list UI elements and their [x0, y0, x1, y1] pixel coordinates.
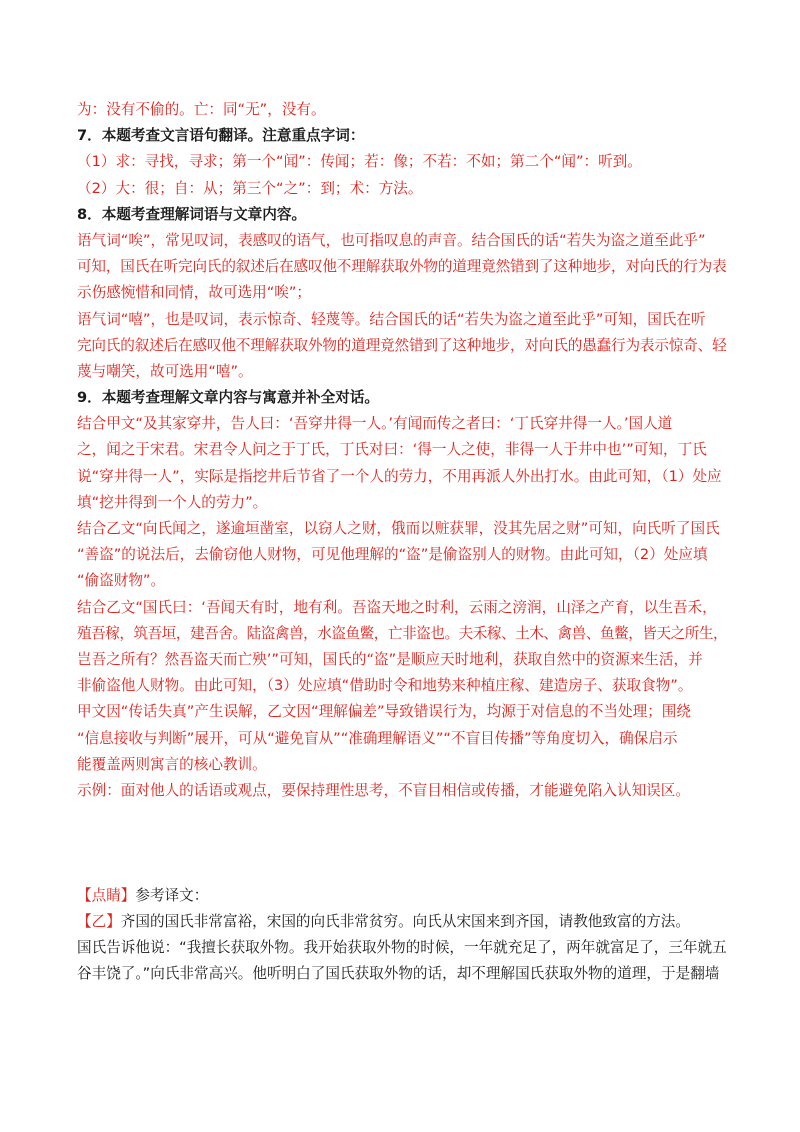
- text-line: 结合乙文“向氏闻之，遂逾垣凿室，以窃人之财，俄而以赃获罪，没其先居之财”可知，向氏听了国氏: [77, 520, 720, 537]
- translation-text: 齐国的国氏非常富裕，宋国的向氏非常贫穷。向氏从宋国来到齐国，请教他致富的方法。: [120, 912, 690, 930]
- text-line: “偷盗财物”。: [77, 572, 166, 590]
- text-line: 非偷盗他人财物。由此可知，（3）处应填“借助时令和地势来种植庄稼、建造房子、获取食物”。: [77, 677, 693, 695]
- text-line: “信息接收与判断”展开，可从“避免盲从”“准确理解语义”“不盲目传播”等角度切入，确保启示: [77, 729, 678, 747]
- text-line: 结合乙文“国氏曰：‘吾闻天有时，地有利。吾盗天地之时利，云雨之滂润，山泽之产育，以生吾禾，: [77, 598, 717, 616]
- tip-text: 参考译文：: [135, 886, 209, 904]
- text-line: 之，闻之于宋君。宋君令人问之于丁氏，丁氏对曰：‘得一人之使，非得一人于井中也’”可知，丁氏: [77, 441, 707, 459]
- text-line: 结合甲文“及其家穿井，告人曰：‘吾穿井得一人。’有闻而传之者曰：‘丁氏穿井得一人。’国人道: [77, 415, 673, 433]
- text-line: “善盗”的说法后，去偷窃他人财物，可见他理解的“盗”是偷盗别人的财物。由此可知，（2）处应填: [77, 546, 708, 564]
- text-line: 填“挖井得到一个人的劳力”。: [77, 493, 268, 511]
- text-line: 殖吾稼，筑吾垣，建吾舍。陆盗禽兽，水盗鱼鳖，亡非盗也。夫禾稼、土木、禽兽、鱼鳖，皆天之所生，: [77, 624, 728, 642]
- question-heading: 8．本题考查理解词语与文章内容。: [77, 205, 307, 223]
- translation-line: [77, 909, 727, 935]
- text-line: [77, 856, 727, 882]
- text-line: 完向氏的叙述后在感叹他不理解获取外物的道理竟然错到了这种地步，对向氏的愚蠢行为表示惊奇、轻: [77, 336, 727, 354]
- text-line: （1）求：寻找，寻求；第一个“闻”：传闻；若：像；不若：不如；第二个“闻”：听到。: [77, 153, 642, 171]
- text-line: 为：没有不偷的。亡：同“无”，没有。: [77, 101, 326, 118]
- translation-line: 谷丰饶了。”向氏非常高兴。他听明白了国氏获取外物的话，却不理解国氏获取外物的道理，于是翻墙: [77, 965, 720, 983]
- text-line: 语气词“唉”，常见叹词，表感叹的语气，也可指叹息的声音。结合国氏的话“若失为盗之道至此乎”: [77, 231, 706, 249]
- text-line: 蔑与嘲笑，故可选用“嘻”。: [77, 362, 253, 380]
- tip-bracket-label: 【点睛】: [77, 886, 136, 904]
- text-line: [77, 830, 727, 856]
- text-line: 可知，国氏在听完向氏的叙述后在感叹他不理解获取外物的道理竟然错到了这种地步，对向氏的行为表: [77, 258, 727, 276]
- text-line: 能覆盖两则寓言的核心教训。: [77, 755, 267, 773]
- section-bracket-label: 【乙】: [77, 912, 121, 930]
- tip-heading: [77, 883, 727, 909]
- question-heading: 9．本题考查理解文章内容与寓意并补全对话。: [77, 389, 380, 407]
- text-line: 岂吾之所有？然吾盗天而亡殃’”可知，国氏的“盗”是顺应天时地利，获取自然中的资源来生活，并: [77, 650, 703, 668]
- question-heading: 7．本题考查文言语句翻译。注意重点字词：: [77, 127, 365, 145]
- translation-line: 国氏告诉他说：“我擅长获取外物。我开始获取外物的时候，一年就充足了，两年就富足了，三年就五: [77, 939, 727, 956]
- text-line: 示伤感惋惜和同情，故可选用“唉”；: [77, 284, 312, 302]
- text-line: 说“穿井得一人”，实际是指挖井后节省了一个人的劳力，不用再派人外出打水。由此可知，（1）处应: [77, 467, 722, 485]
- answer-analysis-body: [77, 97, 727, 987]
- text-line: 甲文因“传话失真”产生误解，乙文因“理解偏差”导致错误行为，均源于对信息的不当处理；围绕: [77, 703, 691, 721]
- text-line: 示例：面对他人的话语或观点，要保持理性思考，不盲目相信或传播，才能避免陷入认知误区。: [77, 781, 690, 799]
- text-line: [77, 804, 727, 830]
- text-line: 语气词“嘻”，也是叹词，表示惊奇、轻蔑等。结合国氏的话“若失为盗之道至此乎”可知，国氏在听: [77, 310, 706, 328]
- text-line: （2）大：很；自：从；第三个“之”：到；术：方法。: [77, 179, 423, 197]
